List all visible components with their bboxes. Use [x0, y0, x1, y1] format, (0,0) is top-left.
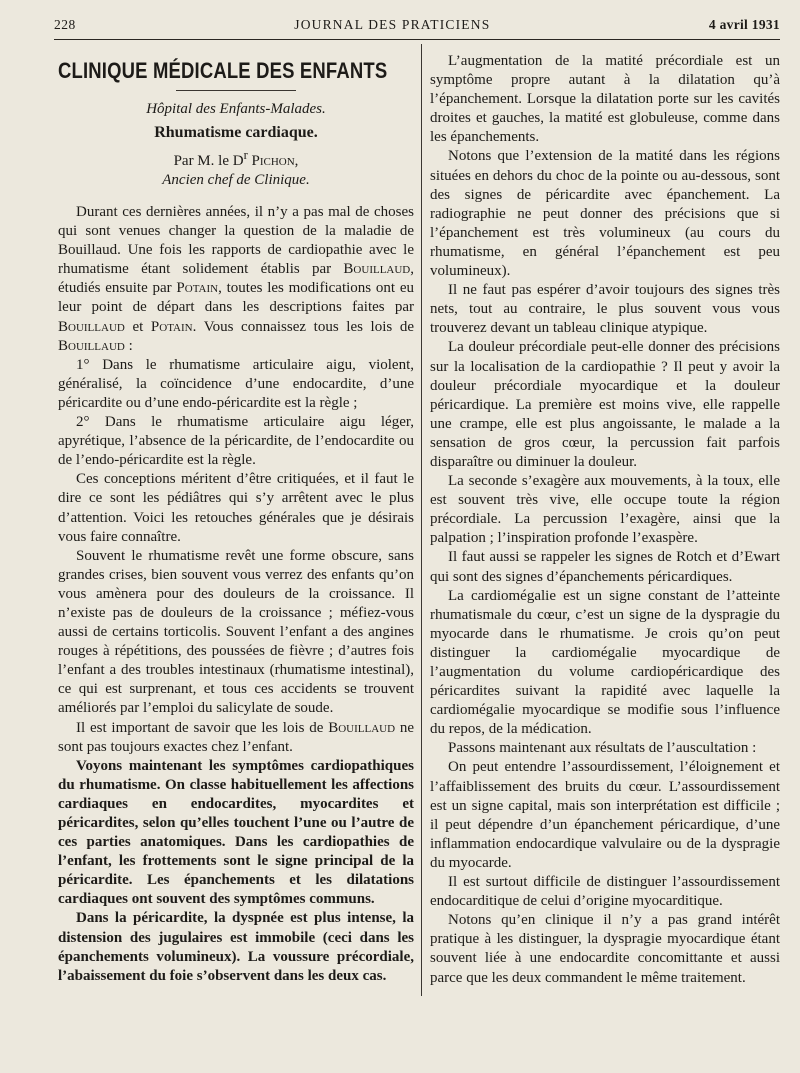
hospital-name: Hôpital des Enfants-Malades. [146, 101, 326, 117]
text-segment: et [124, 318, 151, 335]
paragraph: Dans la péricardite, la dyspnée est plus intense, la distension des jugulaires est immobile (ceci dans les épanchements volumineux). La voussure précordiale, l’abaissement du foie s’observent dans les deux cas. [58, 910, 414, 984]
text-segment: Il est important de savoir que les lois de [76, 719, 329, 736]
text-segment: Durant ces dernières années, il n’y a pas mal de choses qui sont venues changer la question de la maladie de Bouillaud. Une fois les rapports de cardiopathie avec le rhumatisme étant solidement établis par [58, 204, 414, 278]
left-column [58, 52, 414, 986]
title-rule [176, 90, 296, 91]
author-prefix: Par M. le D [173, 153, 244, 169]
author-citation: Bouillaud [328, 719, 396, 736]
right-column [430, 52, 780, 988]
text-segment: , toutes les modifications ont eu leur point de départ dans les descriptions faites par [58, 280, 414, 316]
author-citation: Potain [150, 318, 193, 335]
article-subject: Rhumatisme cardiaque. [154, 124, 318, 141]
author-citation: Bouillaud [58, 337, 125, 354]
page-number: 228 [54, 17, 76, 32]
author-role: Ancien chef de Clinique. [162, 172, 310, 188]
text-segment: : [124, 337, 133, 354]
paragraph: Voyons maintenant les symptômes cardiopathiques du rhumatisme. On classe habituellement les affections cardiaques en endocardites, myocardites et péricardites, selon qu’elles touchent l’une ou l’autre de ces parties anatomiques. Dans les cardiopathies de l’enfant, les frottements sont le signe principal de la péricardite. Les épanchements et les dilatations cardiaques ont souvent des symptômes communs. [58, 757, 414, 908]
paragraph: On peut entendre l’assourdissement, l’éloignement et l’affaiblissement des bruits du cœur. L’assourdissement est un signe capital, mais son interprétation est difficile ; il peut dépendre d’un épanchement péricardique, d’une inflammation endocardique valvulaire ou de la dyspragie du myocarde. [430, 759, 780, 871]
page-header [54, 14, 780, 40]
paragraph [58, 719, 414, 757]
paragraph: Il ne faut pas espérer d’avoir toujours des signes très nets, tout au contraire, le plus souvent vous vous trouverez devant un tableau clinique atypique. [430, 282, 780, 337]
right-column-body [430, 52, 780, 988]
journal-title: JOURNAL DES PRATICIENS [294, 17, 491, 32]
paragraph [58, 203, 414, 356]
paragraph: L’augmentation de la matité précordiale est un symptôme propre autant à la dilatation qu’à l’épanchement. Lorsque la dilatation porte sur les cavités droites et gauches, la matité est globuleuse, comme dans les épanchements. [430, 53, 780, 146]
text-segment: . Vous connaissez tous les lois de [192, 318, 415, 335]
paragraph: Il faut aussi se rappeler les signes de Rotch et d’Ewart qui sont des signes d’épanchements péricardiques. [430, 549, 780, 585]
column-divider [421, 44, 422, 996]
text-segment: ne sont pas toujours exactes chez l’enfant. [58, 719, 414, 755]
issue-date: 4 avril 1931 [708, 17, 780, 32]
text-segment: , étudiés ensuite par [58, 261, 414, 297]
paragraph: Ces conceptions méritent d’être critiquées, et il faut le dire ce sont les pédiâtres qui s’y arrêtent avec le plus d’attention. Voici les retouches générales que je désirais vous faire connaître. [58, 471, 414, 545]
article-author [58, 148, 414, 170]
author-citation: Potain [176, 280, 219, 297]
paragraph: Souvent le rhumatisme revêt une forme obscure, sans grandes crises, bien souvent vous verrez des enfants qu’on vous amènera pour des douleurs de la croissance. Il n’existe pas de douleurs de la croissance ; méfiez-vous aussi de certains torticolis. Souvent l’enfant a des angines rouges à répétitions, des poussées de fièvre ; d’autres fois l’enfant a des troubles intestinaux (rhumatisme intestinal), ce qui est surprenant, et tous ces accidents se trouvent améliorés par l’emploi du salicylate de soude. [58, 547, 414, 717]
paragraph: La douleur précordiale peut-elle donner des précisions sur la localisation de la cardiopathie ? Il peut y avoir la douleur précordiale myocardique et la douleur péricardique. La première est moins vive, elle rappelle une crampe, elle est plus angoissante, le malade a la sensation de gros cœur, la percussion fait parfois disparaître ou diminuer la douleur. [430, 339, 780, 470]
paragraph: 2° Dans le rhumatisme articulaire aigu léger, apyrétique, l’absence de la péricardite, de l’endocardite ou de l’endo-péricardite est la règle. [58, 414, 414, 469]
paragraph: Notons que l’extension de la matité dans les régions situées en dehors du choc de la pointe ou au-dessous, sont des signes de péricardite avec épanchement. La radiographie ne peut donner des précisions que si l’épanchement est très volumineux (au cours du rhumatisme, en général l’épanchement est peu volumineux). [430, 148, 780, 280]
paragraph: Notons qu’en clinique il n’y a pas grand intérêt pratique à les distinguer, la dyspragie myocardique étant souvent liée à une endocardite concomittante et aussi parce que les deux commandent le même traitement. [430, 912, 780, 986]
paragraph: Passons maintenant aux résultats de l’auscultation : [448, 740, 757, 757]
left-column-body [58, 203, 414, 986]
paragraph: La cardiomégalie est un signe constant de l’atteinte rhumatismale du cœur, c’est un signe de la dyspragie du myocarde dans le rhumatisme. Je crois qu’on peut distinguer la cardiomégalie myocardique de l’augmentation du volume cardiopéricardique des péricardites suivant la rapidité avec laquelle la cardiomégalie myocardique se modifie sous l’influence du repos, de la médication. [430, 587, 780, 738]
author-sup: r [243, 148, 248, 162]
paragraph: 1° Dans le rhumatisme articulaire aigu, violent, généralisé, la coïncidence d’une endocardite, d’une péricardite ou d’une endo-péricardite est la règle ; [58, 356, 414, 411]
author-citation: Bouillaud [343, 261, 411, 278]
author-citation: Bouillaud [58, 318, 125, 335]
author-name: Pichon, [251, 153, 299, 169]
paragraph: La seconde s’exagère aux mouvements, à la toux, elle est souvent très vive, elle occupe toute la région précordiale. La percussion l’exagère, ainsi que la palpation ; l’inspiration profonde l’exaspère. [430, 473, 780, 547]
section-title: CLINIQUE MÉDICALE DES ENFANTS [58, 58, 388, 83]
paragraph: Il est surtout difficile de distinguer l’assourdissement endocarditique de celui d’origine myocarditique. [430, 874, 780, 910]
